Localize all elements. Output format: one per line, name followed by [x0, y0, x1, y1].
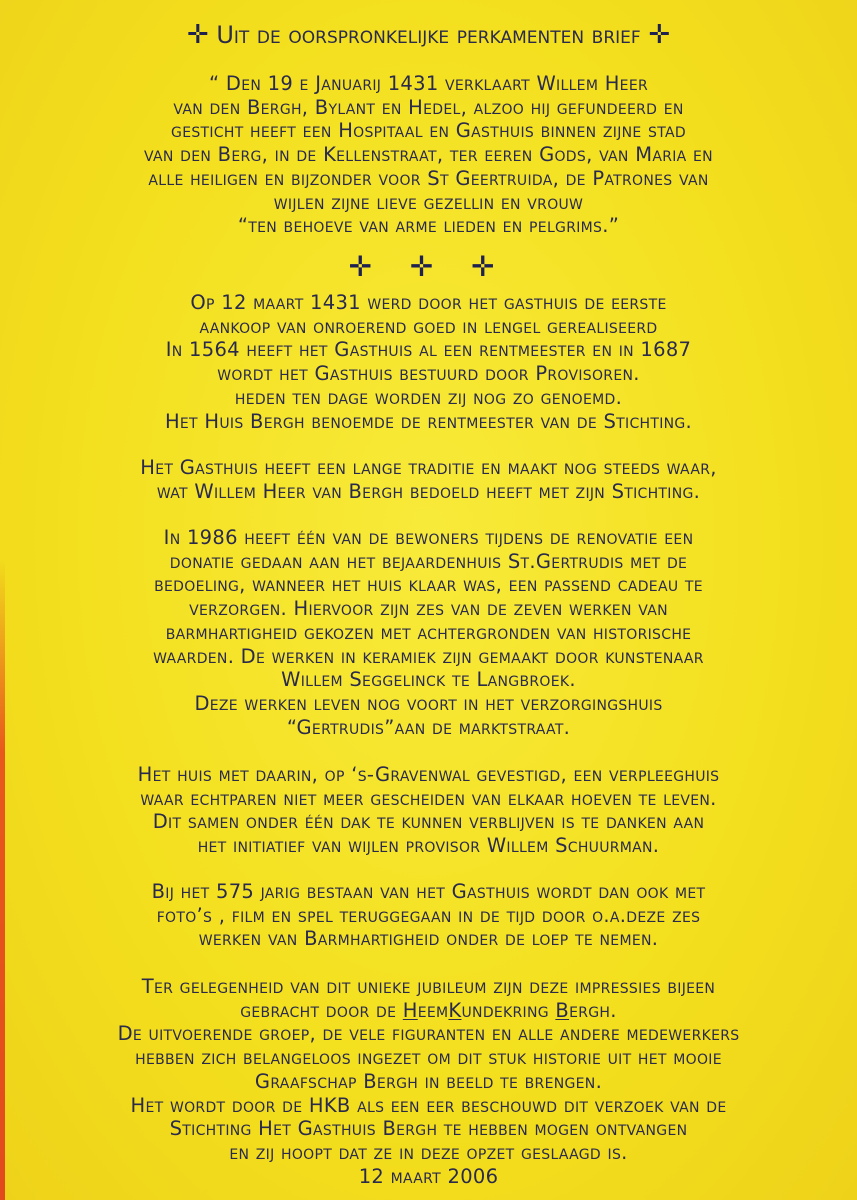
paragraph-line: het initiatief van wijlen provisor Willem Schuurman.	[197, 834, 660, 858]
credit-text: gebracht door de	[240, 998, 403, 1022]
paragraph-line: Het Huis Bergh benoemde de rentmeester van de Stichting.	[164, 409, 693, 433]
paragraph-line: en zij hoopt dat ze in deze opzet geslaagd is.	[229, 1140, 628, 1164]
paragraph-line-credit	[40, 999, 817, 1023]
paragraph-line: waarden. De werken in keramiek zijn gemaakt door kunstenaar	[153, 644, 704, 668]
paragraph-line: In 1564 heeft het Gasthuis al een rentmeester en in 1687	[165, 338, 692, 362]
paragraph-line: Het wordt door de HKB als een eer beschouwd dit verzoek van de	[130, 1093, 727, 1117]
paragraph-line: waar echtparen niet meer gescheiden van elkaar hoeven te leven.	[140, 786, 717, 810]
paragraph-history	[40, 291, 817, 433]
paragraph-line: hebben zich belangeloos ingezet om dit stuk historie uit het mooie	[135, 1046, 722, 1070]
paragraph-line: Op 12 maart 1431 werd door het gasthuis de eerste	[190, 291, 667, 314]
paragraph-line: Ter gelegenheid van dit unieke jubileum zijn deze impressies bijeen	[141, 975, 716, 998]
paragraph-anniversary	[40, 880, 817, 951]
paragraph-line: aankoop van onroerend goed in lengel gerealiseerd	[199, 314, 658, 338]
paragraph-line: Dit samen onder één dak te kunnen verblijven is te danken aan	[152, 810, 705, 834]
quote-line: “ Den 19 e Januarij 1431 verklaart Willem Heer	[209, 72, 648, 95]
credit-initial-h: H	[402, 998, 418, 1022]
paragraph-line: wat Willem Heer van Bergh bedoeld heeft met zijn Stichting.	[156, 479, 701, 503]
charter-quote	[40, 72, 817, 238]
paragraph-closing	[40, 975, 817, 1188]
quote-line: van den Berg, in de Kellenstraat, ter eeren Gods, van Maria en	[144, 143, 713, 167]
paragraph-donation	[40, 526, 817, 739]
quote-line: alle heiligen en bijzonder voor St Geertruida, de Patrones van	[148, 166, 709, 190]
cross-icon: ✛	[648, 20, 671, 50]
paragraph-line: Graafschap Bergh in beeld te brengen.	[254, 1069, 603, 1093]
paragraph-line: wordt het Gasthuis bestuurd door Provisoren.	[217, 362, 640, 386]
paragraph-line: Willem Seggelinck te Langbroek.	[281, 668, 576, 692]
document-date: 12 maart 2006	[358, 1164, 499, 1188]
document-heading	[0, 20, 857, 50]
credit-text: eem	[417, 998, 449, 1022]
quote-line: van den Bergh, Bylant en Hedel, alzoo hij gefundeerd en	[173, 95, 684, 119]
paragraph-nursing-home	[40, 763, 817, 858]
paragraph-line: Deze werken leven nog voort in het verzorgingshuis	[194, 691, 663, 715]
page-edge	[0, 560, 5, 1200]
credit-initial-k: K	[448, 998, 462, 1022]
credit-text: ergh.	[569, 998, 617, 1022]
quote-line: gesticht heeft een Hospitaal en Gasthuis binnen zijne stad	[171, 119, 686, 143]
paragraph-line: heden ten dage worden zij nog zo genoemd.	[234, 385, 623, 409]
paragraph-line: De uitvoerende groep, de vele figuranten en alle andere medewerkers	[117, 1022, 740, 1046]
paragraph-line: bedoeling, wanneer het huis klaar was, een passend cadeau te	[154, 573, 703, 597]
paragraph-line: Het Gasthuis heeft een lange traditie en maakt nog steeds waar,	[140, 456, 717, 479]
cross-divider-icon: ✛ ✛ ✛	[348, 250, 509, 283]
quote-line: “ten behoeve van arme lieden en pelgrims.”	[237, 214, 620, 238]
heading-title: Uit de oorspronkelijke perkamenten brief	[216, 21, 641, 49]
quote-line: wijlen zijne lieve gezellin en vrouw	[273, 190, 584, 214]
paragraph-line: foto’s , film en spel teruggegaan in de tijd door o.a.deze zes	[156, 903, 701, 927]
paragraph-line: Stichting Het Gasthuis Bergh te hebben mogen ontvangen	[169, 1117, 688, 1141]
paragraph-line: verzorgen. Hiervoor zijn zes van de zeven werken van	[189, 597, 668, 621]
paragraph-line: “Gertrudis”aan de marktstraat.	[286, 715, 571, 739]
cross-icon: ✛	[186, 20, 209, 50]
paragraph-line: Het huis met daarin, op ‘s-Gravenwal gevestigd, een verpleeghuis	[137, 763, 720, 786]
paragraph-line: donatie gedaan aan het bejaardenhuis St.Gertrudis met de	[169, 549, 688, 573]
paragraph-line: barmhartigheid gekozen met achtergronden van historische	[165, 620, 692, 644]
paragraph-line: Bij het 575 jarig bestaan van het Gasthuis wordt dan ook met	[151, 880, 706, 903]
credit-text: undekring	[461, 998, 556, 1022]
paragraph-line: In 1986 heeft één van de bewoners tijdens de renovatie een	[163, 526, 694, 549]
paragraph-line: werken van Barmhartigheid onder de loep te nemen.	[198, 927, 659, 951]
credit-initial-b: B	[555, 998, 570, 1022]
paragraph-tradition	[40, 456, 817, 503]
